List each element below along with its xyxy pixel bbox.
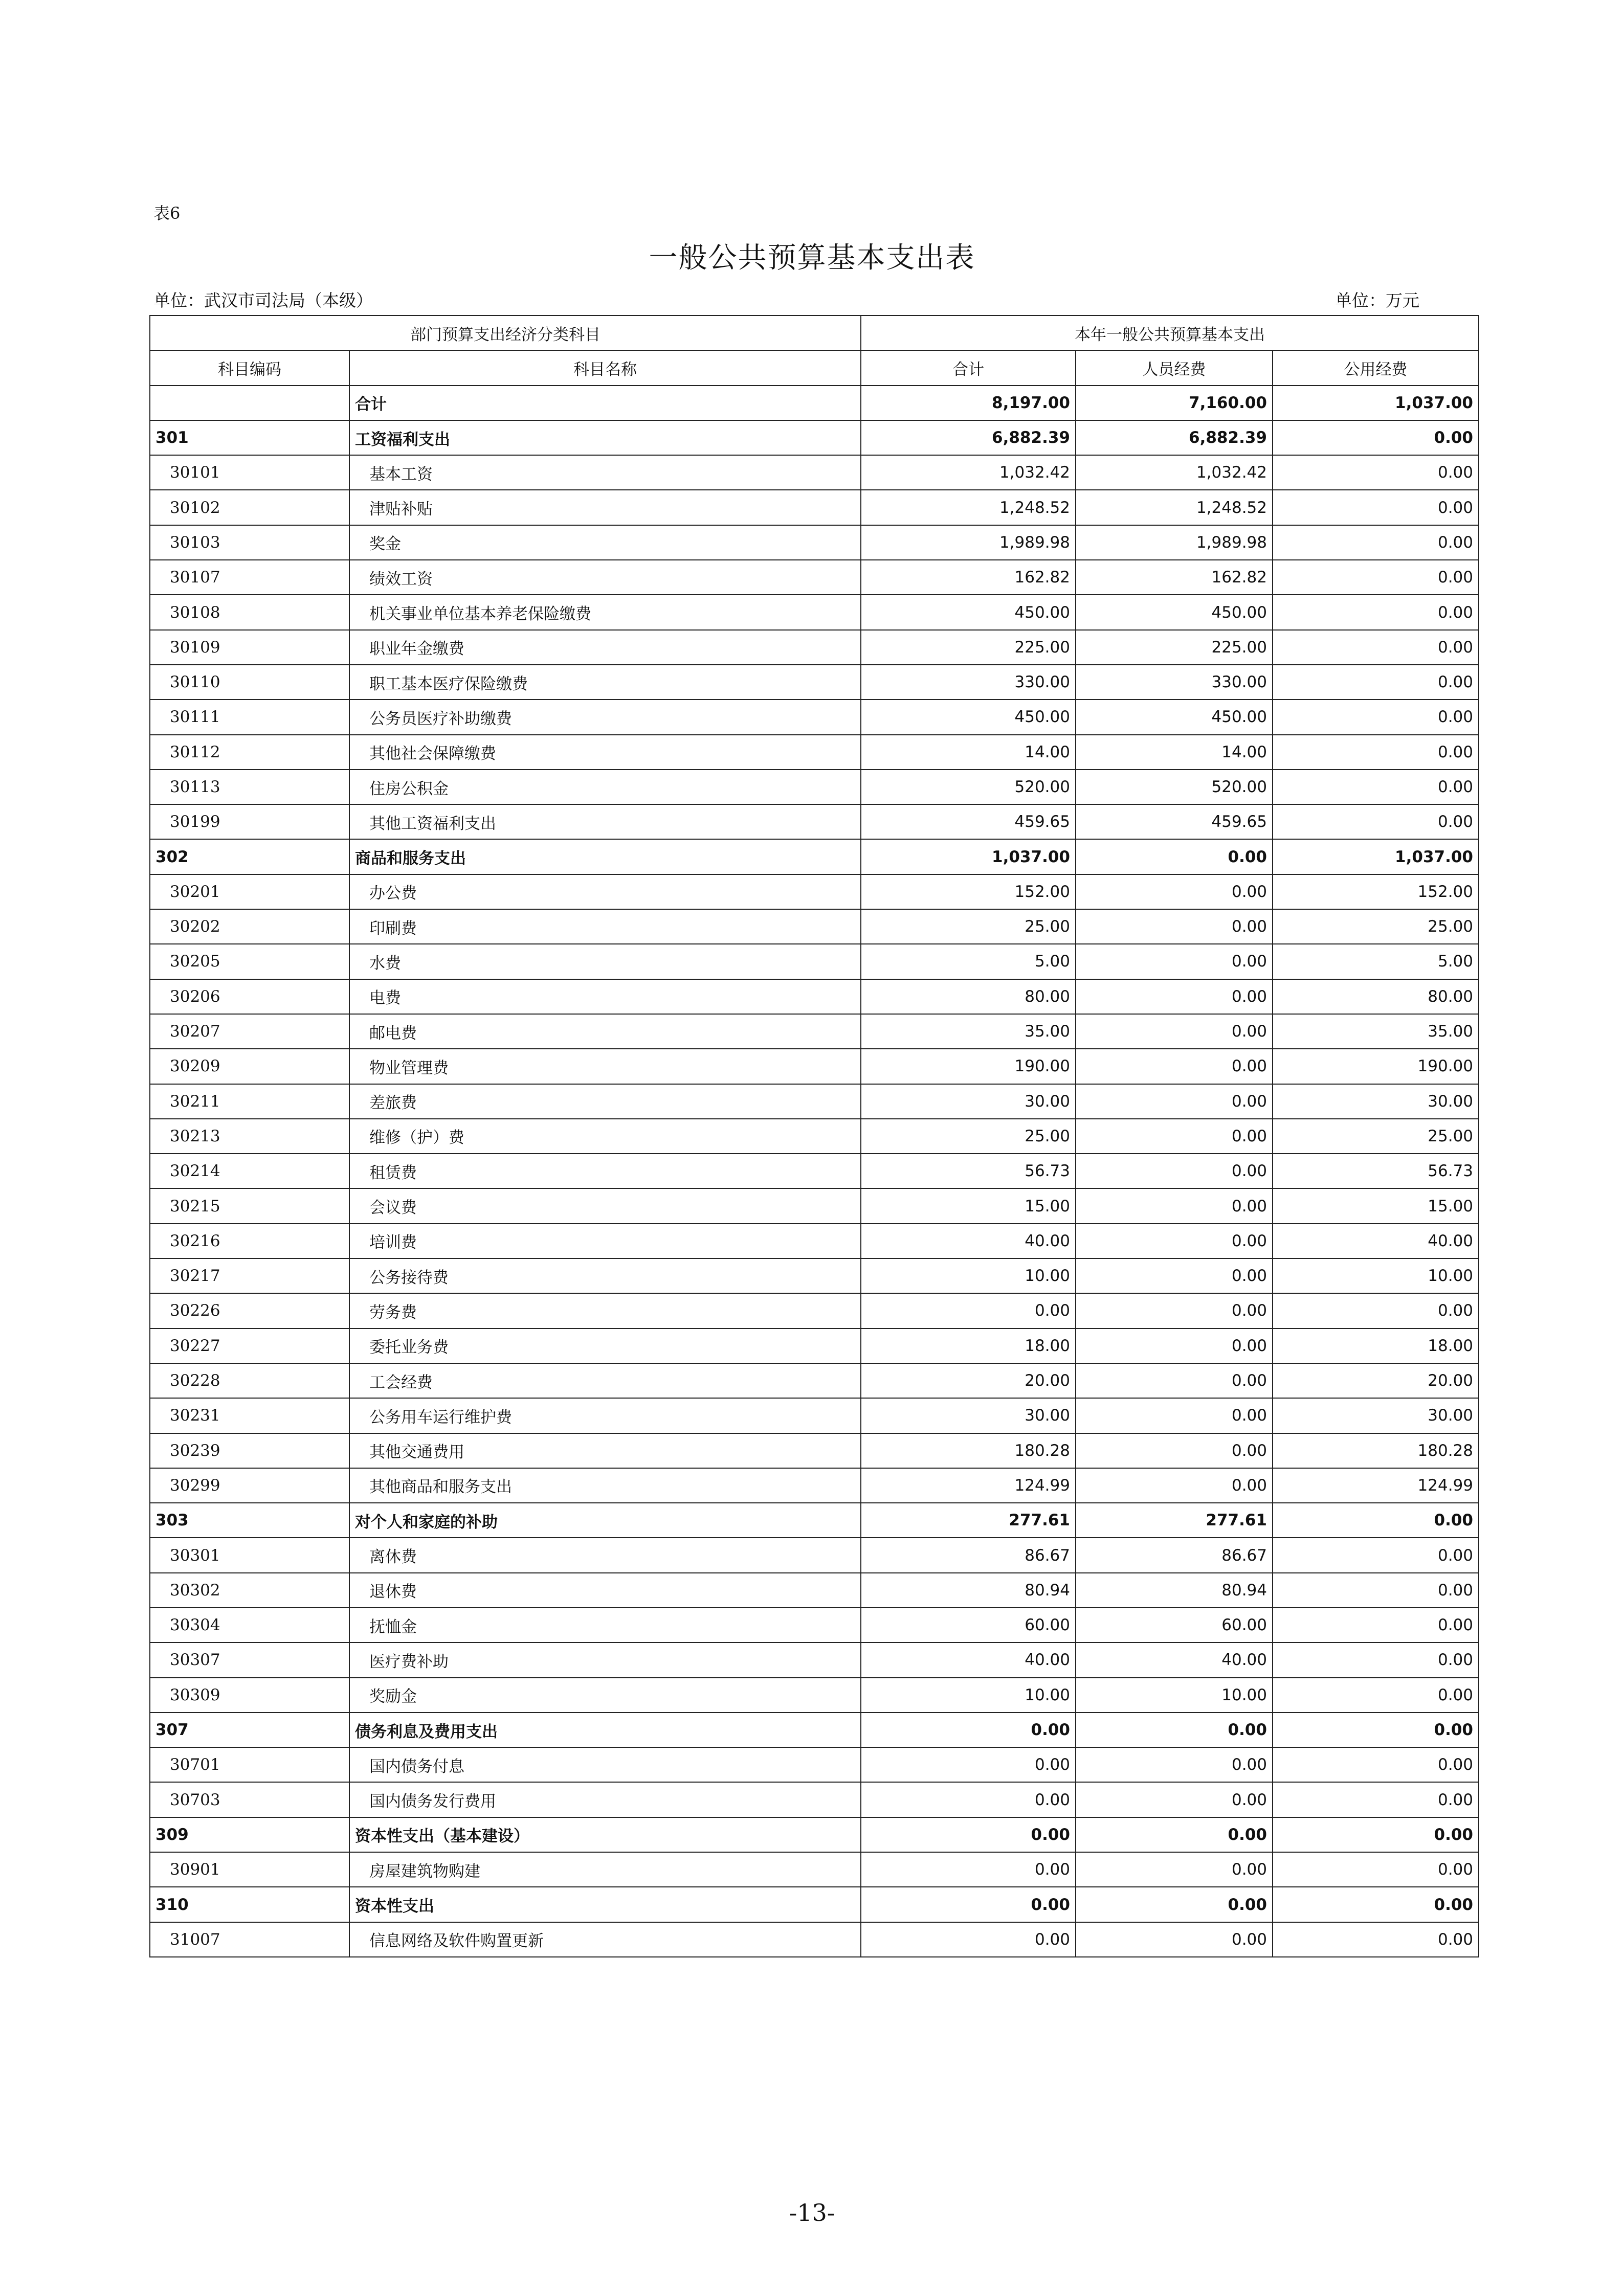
row-personnel: 0.00 <box>1076 909 1273 944</box>
row-code: 30202 <box>150 909 349 944</box>
row-code: 30113 <box>150 770 349 804</box>
row-public: 1,037.00 <box>1273 386 1479 420</box>
row-code: 30299 <box>150 1468 349 1503</box>
table-row <box>150 455 1479 490</box>
table-label: 表6 <box>153 204 181 223</box>
table-row <box>150 490 1479 525</box>
row-name: 会议费 <box>349 1188 861 1223</box>
row-public: 0.00 <box>1273 1293 1479 1328</box>
table-row <box>150 560 1479 595</box>
row-public: 0.00 <box>1273 560 1479 595</box>
row-personnel: 7,160.00 <box>1076 386 1273 420</box>
row-code: 30206 <box>150 979 349 1014</box>
row-personnel: 0.00 <box>1076 944 1273 979</box>
row-public: 0.00 <box>1273 1538 1479 1572</box>
row-public: 1,037.00 <box>1273 839 1479 874</box>
row-code: 30209 <box>150 1049 349 1084</box>
row-total: 30.00 <box>861 1084 1076 1119</box>
row-public: 0.00 <box>1273 1747 1479 1782</box>
row-total: 162.82 <box>861 560 1076 595</box>
row-personnel: 225.00 <box>1076 630 1273 665</box>
row-name: 维修（护）费 <box>349 1119 861 1154</box>
row-personnel: 0.00 <box>1076 1084 1273 1119</box>
row-total: 8,197.00 <box>861 386 1076 420</box>
row-total: 6,882.39 <box>861 420 1076 455</box>
table-row <box>150 1014 1479 1049</box>
row-personnel: 0.00 <box>1076 874 1273 909</box>
row-code: 30205 <box>150 944 349 979</box>
row-public: 0.00 <box>1273 1887 1479 1922</box>
row-total: 152.00 <box>861 874 1076 909</box>
table-row <box>150 1538 1479 1572</box>
row-personnel: 520.00 <box>1076 770 1273 804</box>
row-code: 30304 <box>150 1608 349 1642</box>
row-total: 520.00 <box>861 770 1076 804</box>
row-code: 30211 <box>150 1084 349 1119</box>
row-total: 18.00 <box>861 1329 1076 1363</box>
table-row <box>150 1817 1479 1852</box>
row-total: 1,989.98 <box>861 525 1076 560</box>
row-public: 35.00 <box>1273 1014 1479 1049</box>
row-name: 印刷费 <box>349 909 861 944</box>
row-personnel: 1,032.42 <box>1076 455 1273 490</box>
row-public: 25.00 <box>1273 909 1479 944</box>
table-row <box>150 1188 1479 1223</box>
table-row <box>150 1713 1479 1747</box>
row-personnel: 14.00 <box>1076 735 1273 770</box>
row-name: 国内债务付息 <box>349 1747 861 1782</box>
row-personnel: 0.00 <box>1076 1119 1273 1154</box>
header-group-expenditure: 本年一般公共预算基本支出 <box>861 316 1479 350</box>
table-row <box>150 1887 1479 1922</box>
row-total: 0.00 <box>861 1852 1076 1887</box>
table-row <box>150 1503 1479 1538</box>
table-row <box>150 1119 1479 1154</box>
row-total: 459.65 <box>861 804 1076 839</box>
table-row <box>150 735 1479 770</box>
row-public: 0.00 <box>1273 1503 1479 1538</box>
row-personnel: 0.00 <box>1076 1329 1273 1363</box>
row-name: 培训费 <box>349 1224 861 1258</box>
row-personnel: 0.00 <box>1076 1887 1273 1922</box>
row-name: 其他工资福利支出 <box>349 804 861 839</box>
row-name: 办公费 <box>349 874 861 909</box>
table-row <box>150 909 1479 944</box>
row-code: 301 <box>150 420 349 455</box>
row-personnel: 0.00 <box>1076 1363 1273 1398</box>
row-code: 30231 <box>150 1398 349 1433</box>
row-code: 30307 <box>150 1642 349 1677</box>
row-total: 1,032.42 <box>861 455 1076 490</box>
header-name: 科目名称 <box>349 350 861 385</box>
row-personnel: 0.00 <box>1076 1782 1273 1817</box>
row-name: 工资福利支出 <box>349 420 861 455</box>
row-name: 其他交通费用 <box>349 1433 861 1468</box>
row-total: 277.61 <box>861 1503 1076 1538</box>
row-name: 奖金 <box>349 525 861 560</box>
row-name: 公务用车运行维护费 <box>349 1398 861 1433</box>
row-code: 30226 <box>150 1293 349 1328</box>
row-name: 房屋建筑物购建 <box>349 1852 861 1887</box>
row-personnel: 0.00 <box>1076 979 1273 1014</box>
row-personnel: 0.00 <box>1076 1188 1273 1223</box>
row-code: 30703 <box>150 1782 349 1817</box>
row-code: 30110 <box>150 665 349 700</box>
row-public: 30.00 <box>1273 1398 1479 1433</box>
row-public: 0.00 <box>1273 770 1479 804</box>
row-name: 职工基本医疗保险缴费 <box>349 665 861 700</box>
row-code: 30217 <box>150 1258 349 1293</box>
table-row <box>150 1258 1479 1293</box>
row-name: 工会经费 <box>349 1363 861 1398</box>
table-row <box>150 1433 1479 1468</box>
row-name: 奖励金 <box>349 1678 861 1713</box>
table-row <box>150 595 1479 629</box>
table-row <box>150 1293 1479 1328</box>
table-row <box>150 1608 1479 1642</box>
table-row <box>150 1922 1479 1957</box>
row-name: 资本性支出（基本建设） <box>349 1817 861 1852</box>
row-total: 15.00 <box>861 1188 1076 1223</box>
row-name: 公务员医疗补助缴费 <box>349 700 861 734</box>
table-row <box>150 525 1479 560</box>
row-total: 0.00 <box>861 1922 1076 1957</box>
row-code: 30112 <box>150 735 349 770</box>
row-personnel: 0.00 <box>1076 1922 1273 1957</box>
table-row <box>150 1678 1479 1713</box>
row-public: 180.28 <box>1273 1433 1479 1468</box>
row-personnel: 0.00 <box>1076 1398 1273 1433</box>
row-personnel: 0.00 <box>1076 839 1273 874</box>
row-total: 180.28 <box>861 1433 1076 1468</box>
row-name: 住房公积金 <box>349 770 861 804</box>
row-total: 80.00 <box>861 979 1076 1014</box>
row-public: 18.00 <box>1273 1329 1479 1363</box>
row-public: 0.00 <box>1273 1713 1479 1747</box>
row-total: 25.00 <box>861 909 1076 944</box>
row-total: 330.00 <box>861 665 1076 700</box>
row-total: 10.00 <box>861 1258 1076 1293</box>
header-group-classification: 部门预算支出经济分类科目 <box>150 316 861 350</box>
row-code: 30102 <box>150 490 349 525</box>
row-personnel: 86.67 <box>1076 1538 1273 1572</box>
row-total: 14.00 <box>861 735 1076 770</box>
row-public: 0.00 <box>1273 804 1479 839</box>
table-row <box>150 1747 1479 1782</box>
row-personnel: 0.00 <box>1076 1468 1273 1503</box>
row-personnel: 0.00 <box>1076 1747 1273 1782</box>
row-code: 30301 <box>150 1538 349 1572</box>
table-body <box>150 386 1479 1957</box>
unit-department: 单位：武汉市司法局（本级） <box>153 290 373 310</box>
header-code: 科目编码 <box>150 350 349 385</box>
row-public: 20.00 <box>1273 1363 1479 1398</box>
row-code: 303 <box>150 1503 349 1538</box>
row-total: 35.00 <box>861 1014 1076 1049</box>
row-public: 5.00 <box>1273 944 1479 979</box>
header-total: 合计 <box>861 350 1076 385</box>
row-name: 劳务费 <box>349 1293 861 1328</box>
table-row <box>150 1154 1479 1188</box>
row-name: 信息网络及软件购置更新 <box>349 1922 861 1957</box>
row-total: 0.00 <box>861 1887 1076 1922</box>
row-public: 0.00 <box>1273 735 1479 770</box>
row-name: 邮电费 <box>349 1014 861 1049</box>
row-total: 1,248.52 <box>861 490 1076 525</box>
row-personnel: 0.00 <box>1076 1258 1273 1293</box>
row-personnel: 10.00 <box>1076 1678 1273 1713</box>
row-total: 25.00 <box>861 1119 1076 1154</box>
row-code: 30207 <box>150 1014 349 1049</box>
row-code: 310 <box>150 1887 349 1922</box>
row-name: 对个人和家庭的补助 <box>349 1503 861 1538</box>
row-total: 190.00 <box>861 1049 1076 1084</box>
row-code: 309 <box>150 1817 349 1852</box>
row-public: 10.00 <box>1273 1258 1479 1293</box>
row-public: 56.73 <box>1273 1154 1479 1188</box>
table-row <box>150 1363 1479 1398</box>
table-row <box>150 1468 1479 1503</box>
row-name: 电费 <box>349 979 861 1014</box>
table-row <box>150 874 1479 909</box>
row-public: 0.00 <box>1273 455 1479 490</box>
row-public: 0.00 <box>1273 1608 1479 1642</box>
row-public: 0.00 <box>1273 490 1479 525</box>
row-personnel: 330.00 <box>1076 665 1273 700</box>
row-personnel: 0.00 <box>1076 1817 1273 1852</box>
row-public: 0.00 <box>1273 420 1479 455</box>
row-name: 其他社会保障缴费 <box>349 735 861 770</box>
row-name: 委托业务费 <box>349 1329 861 1363</box>
row-name: 差旅费 <box>349 1084 861 1119</box>
row-name: 资本性支出 <box>349 1887 861 1922</box>
table-row <box>150 1329 1479 1363</box>
table-row <box>150 665 1479 700</box>
row-code: 30227 <box>150 1329 349 1363</box>
row-public: 80.00 <box>1273 979 1479 1014</box>
row-personnel: 60.00 <box>1076 1608 1273 1642</box>
row-personnel: 450.00 <box>1076 595 1273 629</box>
row-code: 30239 <box>150 1433 349 1468</box>
row-public: 0.00 <box>1273 1573 1479 1608</box>
row-name: 水费 <box>349 944 861 979</box>
row-public: 0.00 <box>1273 1817 1479 1852</box>
row-name: 基本工资 <box>349 455 861 490</box>
row-name: 其他商品和服务支出 <box>349 1468 861 1503</box>
row-total: 56.73 <box>861 1154 1076 1188</box>
row-code: 30199 <box>150 804 349 839</box>
page-title: 一般公共预算基本支出表 <box>649 241 975 275</box>
row-total: 1,037.00 <box>861 839 1076 874</box>
row-public: 124.99 <box>1273 1468 1479 1503</box>
row-public: 0.00 <box>1273 700 1479 734</box>
row-code: 302 <box>150 839 349 874</box>
row-name: 离休费 <box>349 1538 861 1572</box>
row-total: 60.00 <box>861 1608 1076 1642</box>
row-name: 债务利息及费用支出 <box>349 1713 861 1747</box>
row-code: 30701 <box>150 1747 349 1782</box>
row-total: 0.00 <box>861 1293 1076 1328</box>
table-row <box>150 1224 1479 1258</box>
table-row <box>150 700 1479 734</box>
row-name: 绩效工资 <box>349 560 861 595</box>
row-public: 0.00 <box>1273 1678 1479 1713</box>
row-personnel: 0.00 <box>1076 1852 1273 1887</box>
row-public: 0.00 <box>1273 630 1479 665</box>
row-public: 190.00 <box>1273 1049 1479 1084</box>
row-personnel: 0.00 <box>1076 1713 1273 1747</box>
row-name: 职业年金缴费 <box>349 630 861 665</box>
row-name: 商品和服务支出 <box>349 839 861 874</box>
table-row <box>150 1049 1479 1084</box>
table-row <box>150 1782 1479 1817</box>
row-public: 30.00 <box>1273 1084 1479 1119</box>
row-public: 0.00 <box>1273 1642 1479 1677</box>
row-code: 30109 <box>150 630 349 665</box>
row-personnel: 162.82 <box>1076 560 1273 595</box>
row-total: 80.94 <box>861 1573 1076 1608</box>
row-public: 40.00 <box>1273 1224 1479 1258</box>
row-total: 40.00 <box>861 1642 1076 1677</box>
row-code: 30107 <box>150 560 349 595</box>
table-row <box>150 804 1479 839</box>
row-total: 30.00 <box>861 1398 1076 1433</box>
row-personnel: 450.00 <box>1076 700 1273 734</box>
row-code: 30201 <box>150 874 349 909</box>
row-personnel: 0.00 <box>1076 1224 1273 1258</box>
table-row <box>150 770 1479 804</box>
row-name: 医疗费补助 <box>349 1642 861 1677</box>
table-row <box>150 1084 1479 1119</box>
row-personnel: 0.00 <box>1076 1154 1273 1188</box>
page-number: -13- <box>789 2199 835 2226</box>
table-row <box>150 979 1479 1014</box>
row-code: 30215 <box>150 1188 349 1223</box>
table-row <box>150 386 1479 420</box>
row-public: 0.00 <box>1273 665 1479 700</box>
row-code: 30901 <box>150 1852 349 1887</box>
row-total: 40.00 <box>861 1224 1076 1258</box>
row-code: 30302 <box>150 1573 349 1608</box>
row-personnel: 0.00 <box>1076 1293 1273 1328</box>
row-code: 30216 <box>150 1224 349 1258</box>
row-personnel: 6,882.39 <box>1076 420 1273 455</box>
unit-currency: 单位：万元 <box>1335 290 1419 310</box>
table-row <box>150 839 1479 874</box>
row-personnel: 40.00 <box>1076 1642 1273 1677</box>
row-personnel: 277.61 <box>1076 1503 1273 1538</box>
row-code: 30103 <box>150 525 349 560</box>
row-total: 10.00 <box>861 1678 1076 1713</box>
row-code: 31007 <box>150 1922 349 1957</box>
table-row <box>150 1852 1479 1887</box>
row-name: 物业管理费 <box>349 1049 861 1084</box>
row-public: 0.00 <box>1273 595 1479 629</box>
row-name: 国内债务发行费用 <box>349 1782 861 1817</box>
row-code: 30101 <box>150 455 349 490</box>
table-row <box>150 420 1479 455</box>
row-public: 0.00 <box>1273 1922 1479 1957</box>
row-name: 抚恤金 <box>349 1608 861 1642</box>
row-code: 30213 <box>150 1119 349 1154</box>
row-total: 86.67 <box>861 1538 1076 1572</box>
row-personnel: 1,248.52 <box>1076 490 1273 525</box>
row-total: 0.00 <box>861 1817 1076 1852</box>
table-row <box>150 1398 1479 1433</box>
row-total: 0.00 <box>861 1713 1076 1747</box>
row-name: 合计 <box>349 386 861 420</box>
row-total: 20.00 <box>861 1363 1076 1398</box>
row-code: 30309 <box>150 1678 349 1713</box>
table-row <box>150 944 1479 979</box>
row-name: 公务接待费 <box>349 1258 861 1293</box>
row-total: 5.00 <box>861 944 1076 979</box>
row-name: 租赁费 <box>349 1154 861 1188</box>
header-personnel: 人员经费 <box>1076 350 1273 385</box>
row-personnel: 1,989.98 <box>1076 525 1273 560</box>
row-name: 机关事业单位基本养老保险缴费 <box>349 595 861 629</box>
row-name: 退休费 <box>349 1573 861 1608</box>
row-code: 307 <box>150 1713 349 1747</box>
row-public: 0.00 <box>1273 1782 1479 1817</box>
row-public: 0.00 <box>1273 525 1479 560</box>
row-public: 0.00 <box>1273 1852 1479 1887</box>
row-personnel: 459.65 <box>1076 804 1273 839</box>
table-row <box>150 1573 1479 1608</box>
row-personnel: 0.00 <box>1076 1433 1273 1468</box>
budget-table <box>149 315 1479 1957</box>
row-personnel: 80.94 <box>1076 1573 1273 1608</box>
row-total: 0.00 <box>861 1782 1076 1817</box>
table-row <box>150 630 1479 665</box>
row-public: 15.00 <box>1273 1188 1479 1223</box>
row-code: 30108 <box>150 595 349 629</box>
row-code: 30228 <box>150 1363 349 1398</box>
row-total: 0.00 <box>861 1747 1076 1782</box>
row-personnel: 0.00 <box>1076 1049 1273 1084</box>
header-public: 公用经费 <box>1273 350 1479 385</box>
row-total: 450.00 <box>861 700 1076 734</box>
row-name: 津贴补贴 <box>349 490 861 525</box>
row-code: 30111 <box>150 700 349 734</box>
row-code: 30214 <box>150 1154 349 1188</box>
row-personnel: 0.00 <box>1076 1014 1273 1049</box>
row-code <box>150 386 349 420</box>
row-total: 450.00 <box>861 595 1076 629</box>
row-public: 152.00 <box>1273 874 1479 909</box>
row-total: 124.99 <box>861 1468 1076 1503</box>
row-total: 225.00 <box>861 630 1076 665</box>
table-row <box>150 1642 1479 1677</box>
row-public: 25.00 <box>1273 1119 1479 1154</box>
